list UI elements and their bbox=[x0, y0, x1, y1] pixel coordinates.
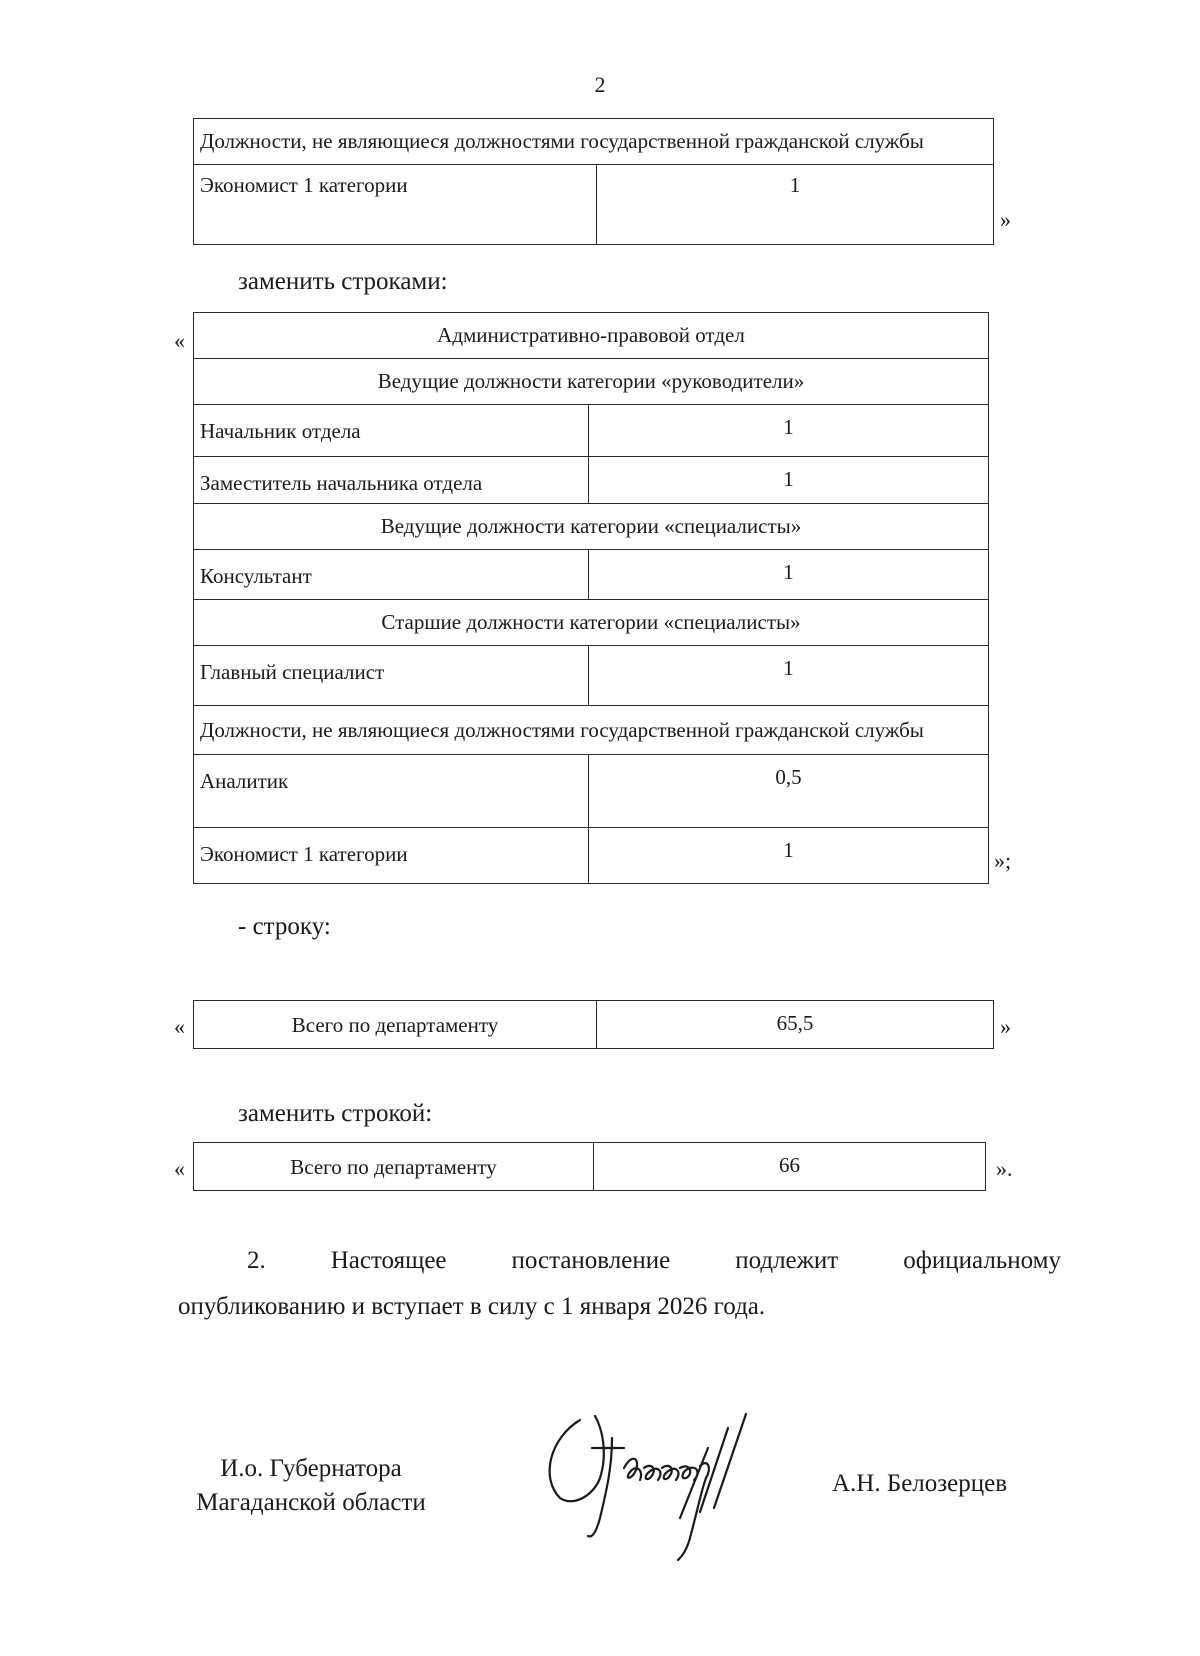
paragraph-word: официальному bbox=[903, 1247, 1061, 1274]
close-quote: » bbox=[1000, 207, 1011, 232]
instruction-replace-rows: заменить строками: bbox=[238, 268, 448, 295]
table-cell-count: 1 bbox=[589, 646, 989, 706]
table-cell-position: Главный специалист bbox=[194, 646, 589, 706]
table-group-header: Старшие должности категории «специалисты» bbox=[194, 600, 989, 646]
table-cell-total-value: 66 bbox=[594, 1143, 986, 1191]
table-department-header: Административно-правовой отдел bbox=[194, 313, 989, 359]
open-quote: « bbox=[174, 1014, 185, 1039]
table-cell-position: Экономист 1 категории bbox=[194, 165, 597, 245]
paragraph-line-2: опубликованию и вступает в силу с 1 января 2026 года. bbox=[178, 1293, 766, 1320]
table-group-header: Ведущие должности категории «руководители» bbox=[194, 359, 989, 405]
signatory-title-line-1: И.о. Губернатора bbox=[220, 1455, 402, 1482]
paragraph-word: Настоящее bbox=[330, 1247, 447, 1274]
table-cell-total-value: 65,5 bbox=[597, 1001, 994, 1049]
handwritten-signature bbox=[540, 1408, 800, 1568]
paragraph-line-1 bbox=[178, 1238, 1061, 1284]
page-number: 2 bbox=[594, 72, 606, 97]
close-quote: ». bbox=[996, 1156, 1013, 1181]
close-quote: » bbox=[1000, 1014, 1011, 1039]
table-cell-total-label: Всего по департаменту bbox=[194, 1001, 597, 1049]
instruction-replace-row: заменить строкой: bbox=[238, 1100, 433, 1127]
instruction-row: - строку: bbox=[238, 913, 331, 940]
table-total-old bbox=[193, 1000, 994, 1049]
table-group-header: Должности, не являющиеся должностями государственной гражданской службы bbox=[194, 706, 989, 755]
table-cell-position: Начальник отдела bbox=[194, 405, 589, 457]
table-cell-count: 1 bbox=[597, 165, 994, 245]
table-cell-position: Консультант bbox=[194, 550, 589, 600]
table-replacement-rows bbox=[193, 312, 989, 884]
table-group-header: Ведущие должности категории «специалисты» bbox=[194, 504, 989, 550]
close-quote: »; bbox=[994, 848, 1012, 873]
paragraph-word: постановление bbox=[511, 1247, 671, 1274]
open-quote: « bbox=[174, 328, 185, 353]
table-cell-count: 1 bbox=[589, 457, 989, 504]
table-replaced-fragment bbox=[193, 118, 994, 245]
signatory-title bbox=[180, 1452, 442, 1520]
table-group-header: Должности, не являющиеся должностями государственной гражданской службы bbox=[194, 119, 994, 165]
signatory-name: А.Н. Белозерцев bbox=[832, 1470, 1008, 1497]
table-total-new bbox=[193, 1142, 986, 1191]
table-cell-count: 0,5 bbox=[589, 755, 989, 828]
table-cell-count: 1 bbox=[589, 405, 989, 457]
signatory-title-line-2: Магаданской области bbox=[196, 1489, 426, 1516]
table-cell-total-label: Всего по департаменту bbox=[194, 1143, 594, 1191]
paragraph-2 bbox=[178, 1238, 1061, 1330]
table-cell-count: 1 bbox=[589, 550, 989, 600]
paragraph-word: подлежит bbox=[735, 1247, 839, 1274]
table-cell-position: Аналитик bbox=[194, 755, 589, 828]
open-quote: « bbox=[174, 1156, 185, 1181]
table-cell-position: Экономист 1 категории bbox=[194, 828, 589, 884]
paragraph-number: 2. bbox=[247, 1247, 266, 1274]
table-cell-count: 1 bbox=[589, 828, 989, 884]
table-cell-position: Заместитель начальника отдела bbox=[194, 457, 589, 504]
